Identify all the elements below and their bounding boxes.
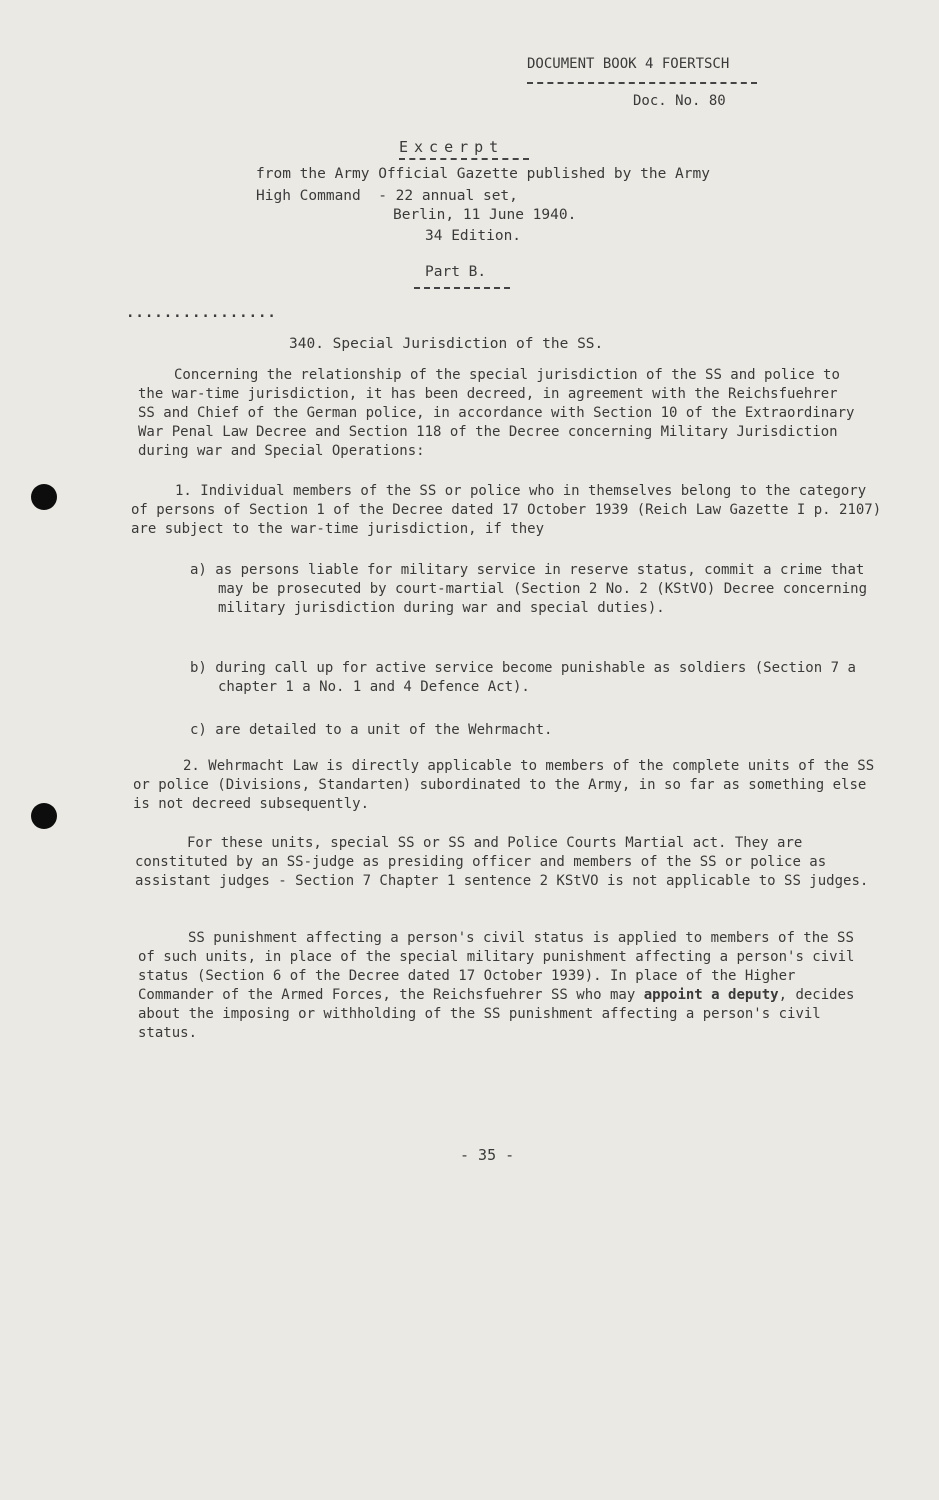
punishment-paragraph [138,929,878,1043]
divider-dots: ................ [126,305,277,321]
courts-paragraph: For these units, special SS or SS and Police Courts Martial act. They are constituted by an SS-judge as presiding officer and members of the SS or police as assistant judges - Section 7 Chapter 1 sentence 2 KStVO is not applicable to SS judges. [135,835,869,889]
handwritten-insertion: appoint a deputy [643,987,779,1003]
part-underline [414,287,510,289]
part-label: Part B. [425,264,487,280]
intro-paragraph: Concerning the relationship of the special jurisdiction of the SS and police to the war-time jurisdiction, it has been decreed, in agreement with the Reichsfuehrer SS and Chief of the German police, in accordance with Section 10 of the Extraordinary War Penal Law Decree and Section 118 of the Decree concerning Military Jurisdiction during war and Special Operations: [138,367,855,459]
point-1-item-b: b) during call up for active service become punishable as soldiers (Section 7 a chapter 1 a No. 1 and 4 Defence Act). [190,660,856,695]
document-book-label: DOCUMENT BOOK 4 FOERTSCH [527,56,730,72]
doc-number: Doc. No. 80 [633,93,726,109]
punch-hole-bottom [31,803,57,829]
header-underline [527,82,757,84]
excerpt-underline [399,158,529,160]
source-line-2: High Command - 22 annual set, [256,188,518,204]
place-date: Berlin, 11 June 1940. [393,207,577,223]
point-2: 2. Wehrmacht Law is directly applicable to members of the complete units of the SS or police (Divisions, Standarten) subordinated to the Army, in so far as something else is not decreed subsequently. [133,758,875,812]
punishment-text-before: SS punishment affecting a person's civil status is applied to members of the SS of such units, in place of the special military punishment affecting a person's civil status (Section 6 of the Decree dated 17 October 1939). In place of the Higher Commander of the Armed Forces, the Reichsfuehrer SS who may [138,930,855,1003]
page-number: - 35 - [460,1146,515,1164]
punishment-text-after: , decides about the imposing or withholding of the SS punishment affecting a person's civil status. [138,987,855,1041]
section-heading: 340. Special Jurisdiction of the SS. [289,336,604,352]
source-line-1: from the Army Official Gazette published by the Army [256,166,710,182]
excerpt-title: Excerpt [399,138,505,156]
point-1-item-c: c) are detailed to a unit of the Wehrmacht. [190,722,553,738]
punch-hole-top [31,484,57,510]
edition: 34 Edition. [425,228,522,244]
point-1: 1. Individual members of the SS or police who in themselves belong to the category of persons of Section 1 of the Decree dated 17 October 1939 (Reich Law Gazette I p. 2107) are subject to the war-time jurisdiction, if they [131,483,882,537]
point-1-item-a: a) as persons liable for military service in reserve status, commit a crime that may be prosecuted by court-martial (Section 2 No. 2 (KStVO) Decree concerning military jurisdiction during war and special duties). [190,562,868,616]
